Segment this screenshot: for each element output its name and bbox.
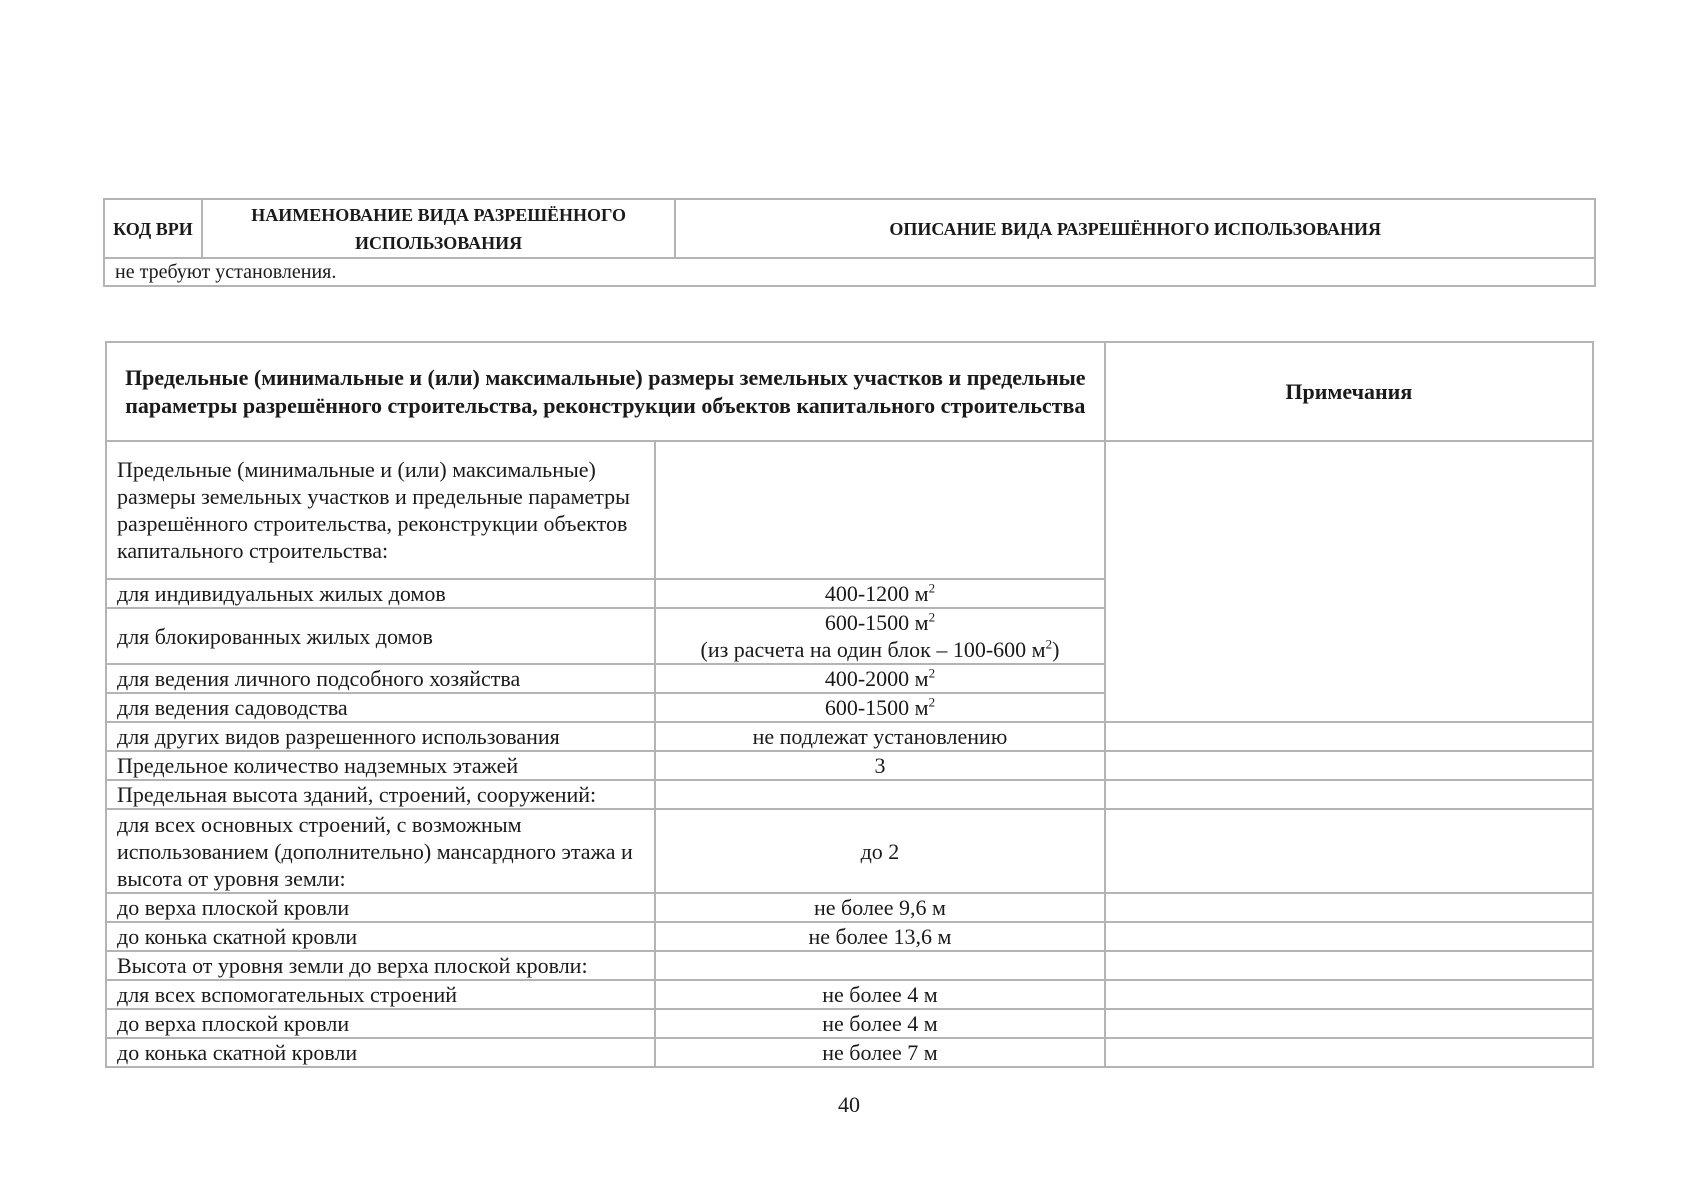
header-row: [104, 199, 1595, 258]
header-code: КОД ВРИ: [104, 199, 202, 258]
value-cell: 400-2000 $м^2$: [655, 664, 1104, 693]
notes-cell: [1105, 441, 1593, 722]
value-cell: 400-1200 $м^2$: [655, 579, 1104, 608]
param-cell: для всех вспомогательных строений: [106, 980, 655, 1009]
parameters-table: [105, 341, 1594, 1068]
value-cell: [655, 951, 1104, 980]
param-cell: для блокированных жилых домов: [106, 608, 655, 664]
param-cell: Предельное количество надземных этажей: [106, 751, 655, 780]
table-row: [106, 751, 1593, 780]
notes-cell: [1105, 722, 1593, 751]
param-cell: до верха плоской кровли: [106, 893, 655, 922]
param-cell: для всех основных строений, с возможным использованием (дополнительно) мансардного этажа и высота от уровня земли:: [106, 809, 655, 893]
table-row: [106, 1038, 1593, 1067]
param-cell: для индивидуальных жилых домов: [106, 579, 655, 608]
value-cell: 600-1500 $м^2$: [655, 693, 1104, 722]
table-row: [106, 780, 1593, 809]
notes-cell: [1105, 922, 1593, 951]
value-cell: [655, 780, 1104, 809]
param-cell: до конька скатной кровли: [106, 922, 655, 951]
table-row: [106, 893, 1593, 922]
notes-cell: [1105, 809, 1593, 893]
table-row: [106, 1009, 1593, 1038]
header-row: [106, 342, 1593, 441]
table-row: [106, 951, 1593, 980]
notes-cell: [1105, 893, 1593, 922]
permitted-use-table: [103, 198, 1596, 287]
table-row: [106, 809, 1593, 893]
param-cell: для других видов разрешенного использования: [106, 722, 655, 751]
notes-cell: [1105, 780, 1593, 809]
param-cell: до конька скатной кровли: [106, 1038, 655, 1067]
table-row: [106, 980, 1593, 1009]
header-notes: Примечания: [1105, 342, 1593, 441]
continuation-row: [104, 258, 1595, 286]
header-description: ОПИСАНИЕ ВИДА РАЗРЕШЁННОГО ИСПОЛЬЗОВАНИЯ: [675, 199, 1595, 258]
table-row: [106, 441, 1593, 579]
value-cell: не более 4 м: [655, 1009, 1104, 1038]
value-cell: 3: [655, 751, 1104, 780]
notes-cell: [1105, 1009, 1593, 1038]
value-cell: [655, 441, 1104, 579]
notes-cell: [1105, 951, 1593, 980]
notes-cell: [1105, 751, 1593, 780]
value-cell: не подлежат установлению: [655, 722, 1104, 751]
param-cell: Предельная высота зданий, строений, сооружений:: [106, 780, 655, 809]
param-cell: Высота от уровня земли до верха плоской кровли:: [106, 951, 655, 980]
param-cell: для ведения личного подсобного хозяйства: [106, 664, 655, 693]
param-cell: Предельные (минимальные и (или) максимальные) размеры земельных участков и предельные параметры разрешённого строительства, реконструкции объектов капитального строительства:: [106, 441, 655, 579]
notes-cell: [1105, 1038, 1593, 1067]
param-cell: до верха плоской кровли: [106, 1009, 655, 1038]
value-cell: не более 7 м: [655, 1038, 1104, 1067]
table-row: [106, 722, 1593, 751]
continuation-text: не требуют установления.: [104, 258, 1595, 286]
header-parameters: Предельные (минимальные и (или) максимальные) размеры земельных участков и предельные параметры разрешённого строительства, реконструкции объектов капитального строительства: [106, 342, 1105, 441]
value-cell: до 2: [655, 809, 1104, 893]
table-row: [106, 922, 1593, 951]
param-cell: для ведения садоводства: [106, 693, 655, 722]
page-number: 40: [838, 1092, 860, 1117]
value-cell: 600-1500 $м^2$ (из расчета на один блок – 100-600 $м^2$): [655, 608, 1104, 664]
value-cell: не более 9,6 м: [655, 893, 1104, 922]
notes-cell: [1105, 980, 1593, 1009]
value-cell: не более 13,6 м: [655, 922, 1104, 951]
value-cell: не более 4 м: [655, 980, 1104, 1009]
header-name: НАИМЕНОВАНИЕ ВИДА РАЗРЕШЁННОГО ИСПОЛЬЗОВАНИЯ: [202, 199, 675, 258]
